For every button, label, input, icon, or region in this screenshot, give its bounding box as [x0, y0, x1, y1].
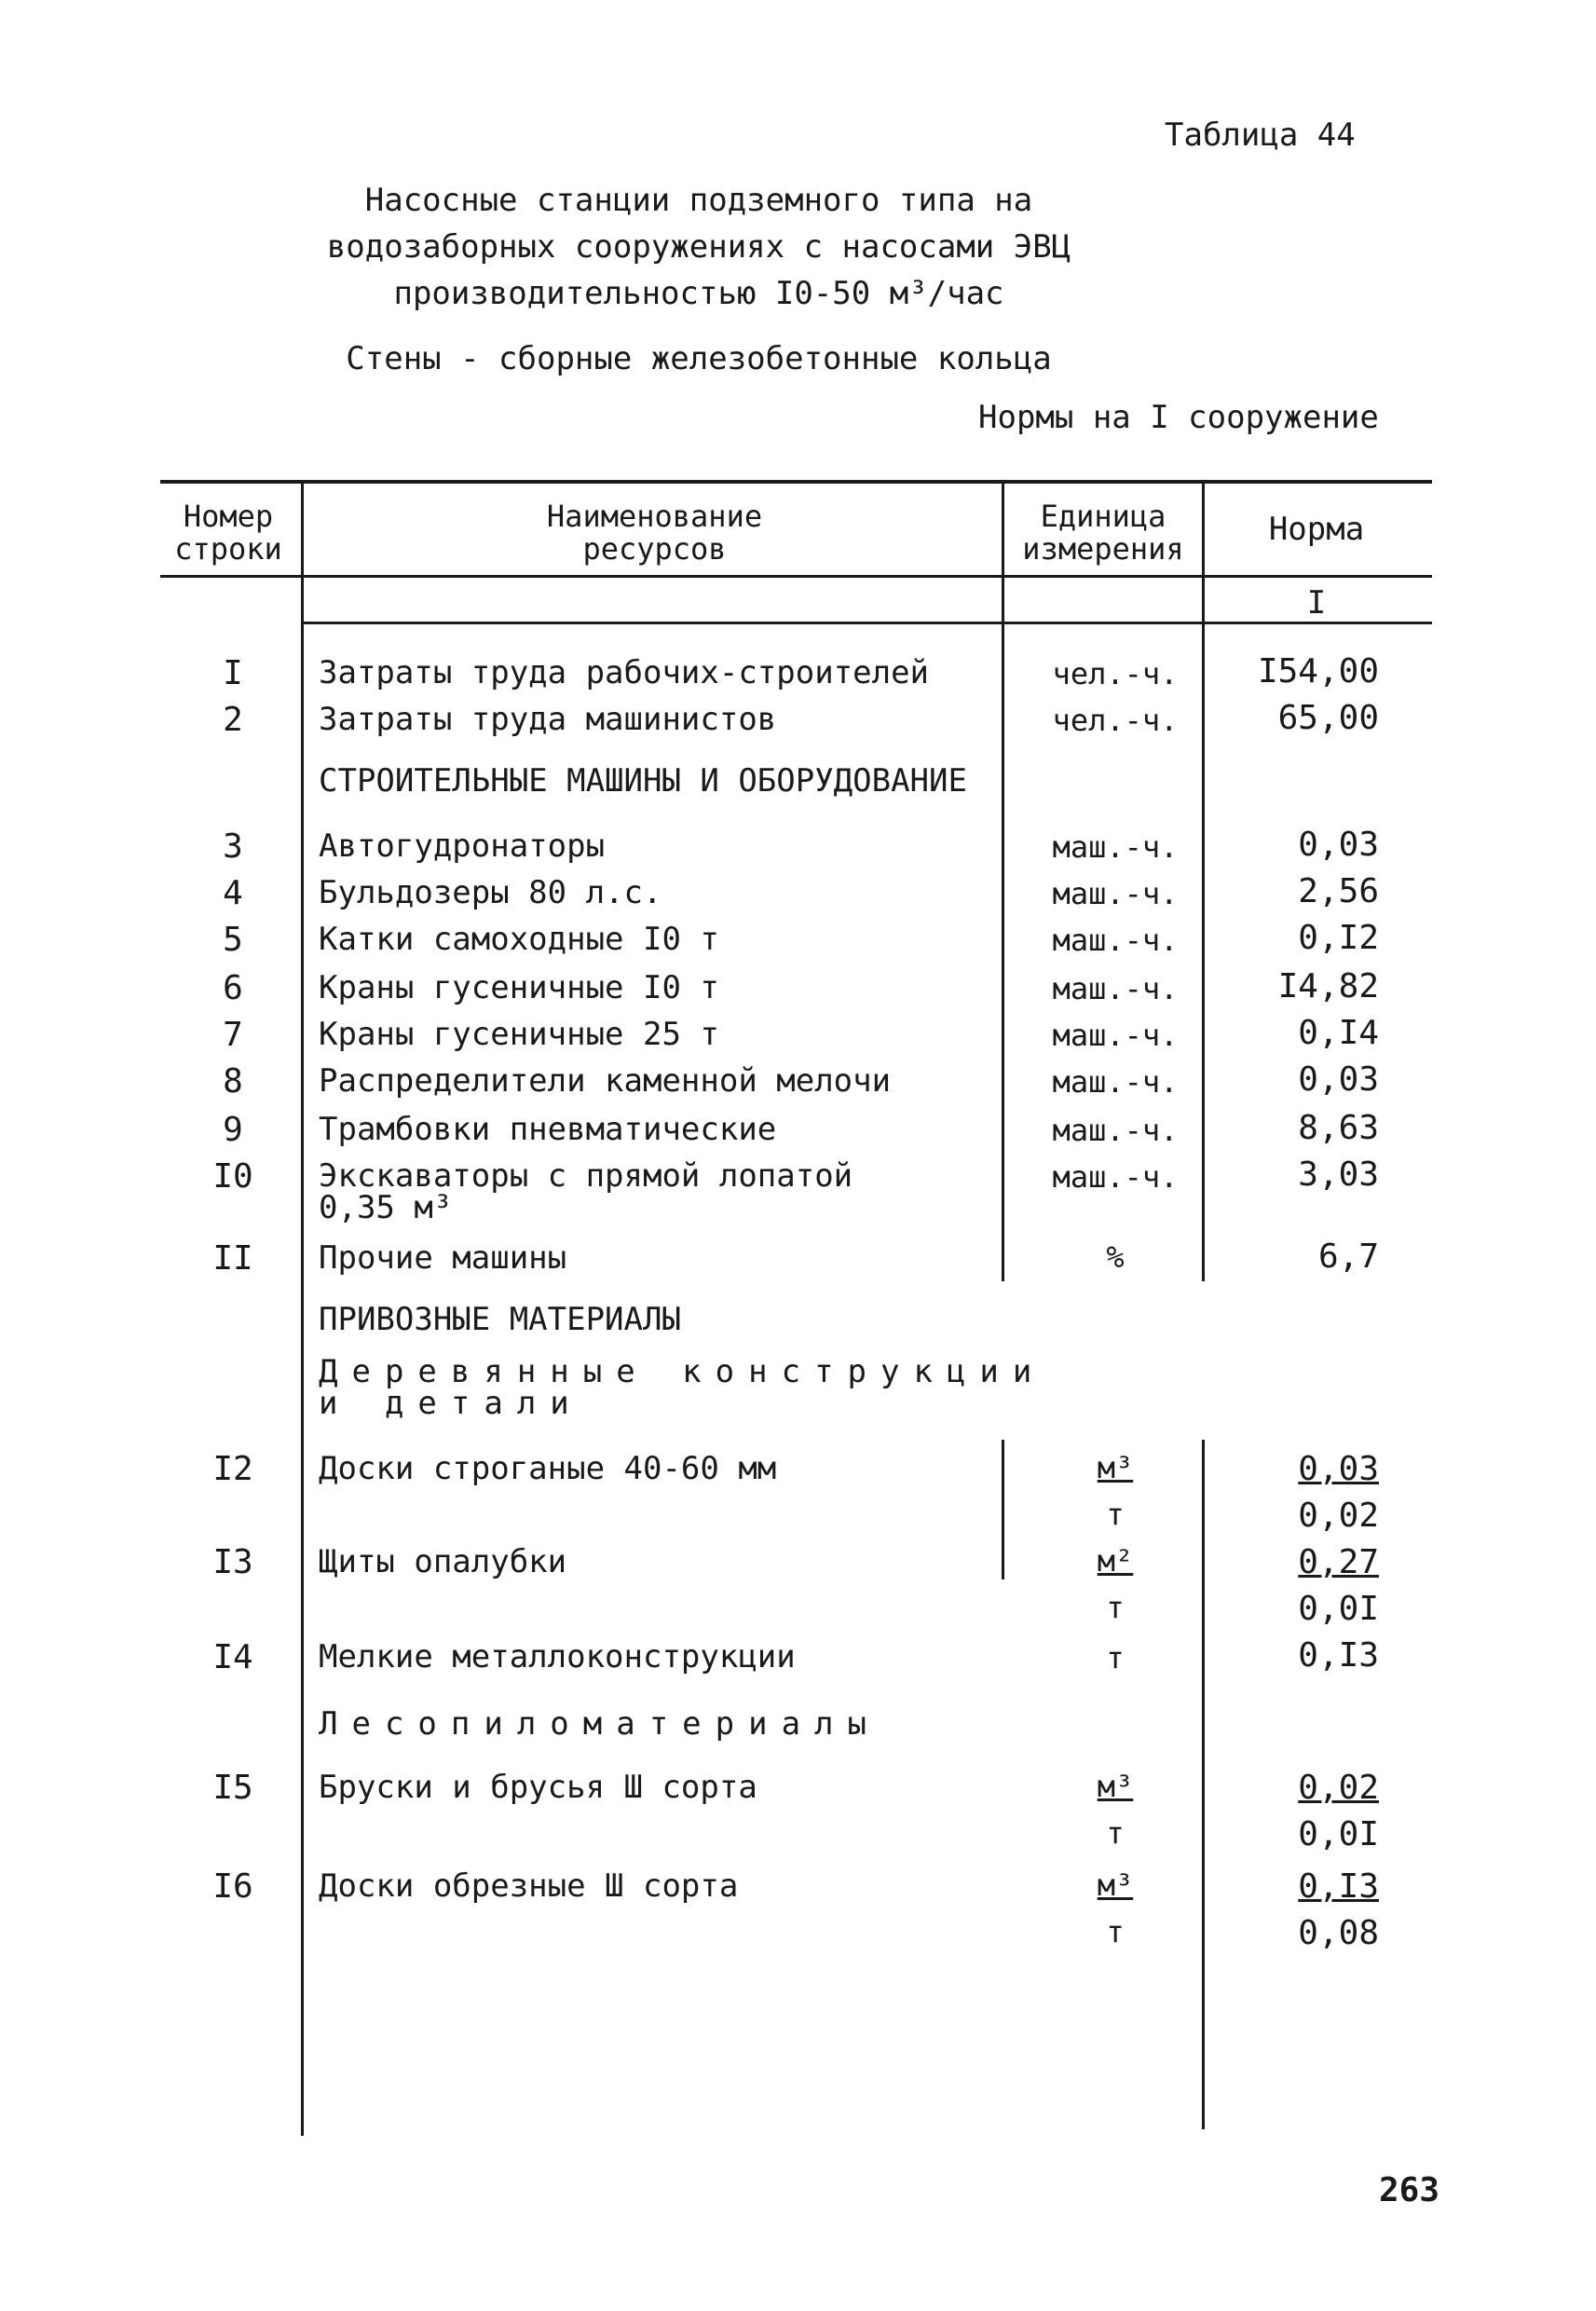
- row-norm: 0,03: [1298, 1450, 1379, 1488]
- header-number-line1: Номер: [183, 499, 274, 534]
- subsection-lumber: Лесопиломатериалы: [319, 1705, 880, 1743]
- row-norm-alt: 0,0I: [1298, 1590, 1379, 1628]
- row-name: Бруски и брусья Ш сорта: [319, 1769, 757, 1806]
- row-unit: м³: [1097, 1450, 1134, 1485]
- row-norm: I4,82: [1277, 967, 1379, 1005]
- row-unit: маш.-ч.: [1052, 1113, 1179, 1148]
- row-unit: м³: [1097, 1769, 1134, 1804]
- header-unit-line2: измерения: [1022, 531, 1184, 567]
- row-unit-alt: т: [1106, 1914, 1125, 1949]
- row-norm: 0,I3: [1298, 1867, 1379, 1906]
- row-norm: 0,03: [1298, 826, 1379, 864]
- row-norm: 0,03: [1298, 1060, 1379, 1099]
- row-name: Экскаваторы с прямой лопатой: [319, 1157, 853, 1195]
- title-line-2: водозаборных сооружениях с насосами ЭВЦ: [326, 228, 1071, 266]
- row-norm: 0,02: [1298, 1769, 1379, 1807]
- divider-name-unit-top: [1002, 482, 1004, 1281]
- row-unit: т: [1106, 1640, 1125, 1675]
- table-label: Таблица 44: [1165, 116, 1356, 154]
- row-name: Катки самоходные I0 т: [319, 921, 719, 958]
- row-name-continuation: 0,35 м³: [319, 1189, 453, 1226]
- row-number: 4: [223, 874, 243, 912]
- subtitle: Стены - сборные железобетонные кольца: [346, 340, 1052, 377]
- row-number: I6: [212, 1867, 253, 1906]
- header-number-line2: строки: [174, 531, 282, 567]
- header-name-line2: ресурсов: [582, 531, 727, 567]
- row-unit: чел.-ч.: [1052, 656, 1179, 691]
- row-unit-alt: т: [1106, 1497, 1125, 1532]
- row-unit: маш.-ч.: [1052, 1064, 1179, 1100]
- row-name: Бульдозеры 80 л.с.: [319, 874, 662, 911]
- row-number: 5: [223, 921, 243, 959]
- divider-name-unit-bottom: [1002, 1440, 1004, 1579]
- row-name: Распределители каменной мелочи: [319, 1062, 892, 1100]
- title-line-3: производительностью I0-50 м³/час: [393, 275, 1004, 312]
- row-norm-alt: 0,0I: [1298, 1815, 1379, 1853]
- table-top-rule: [160, 480, 1432, 484]
- row-unit-alt: т: [1106, 1815, 1125, 1851]
- row-norm: 65,00: [1277, 699, 1379, 737]
- row-unit-alt: т: [1106, 1590, 1125, 1625]
- section-materials: ПРИВОЗНЫЕ МАТЕРИАЛЫ: [319, 1301, 681, 1338]
- section-machines: СТРОИТЕЛЬНЫЕ МАШИНЫ И ОБОРУДОВАНИЕ: [319, 762, 967, 800]
- row-number: I: [223, 654, 243, 692]
- row-number: I5: [212, 1769, 253, 1807]
- header-bottom-rule: [160, 575, 1432, 578]
- row-number: 9: [223, 1111, 243, 1149]
- row-norm: 0,I2: [1298, 919, 1379, 957]
- row-number: II: [212, 1239, 253, 1278]
- row-unit: м²: [1097, 1543, 1134, 1579]
- page-number: 263: [1379, 2171, 1440, 2209]
- header-name-line1: Наименование: [546, 499, 763, 534]
- row-name: Доски строганые 40-60 мм: [319, 1450, 777, 1487]
- row-unit: маш.-ч.: [1052, 923, 1179, 958]
- row-number: I4: [212, 1638, 253, 1676]
- row-number: 2: [223, 701, 243, 739]
- header-unit-line1: Единица: [1040, 499, 1166, 534]
- row-unit: чел.-ч.: [1052, 703, 1179, 738]
- row-name: Трамбовки пневматические: [319, 1111, 777, 1148]
- row-norm: 2,56: [1298, 872, 1379, 910]
- row-unit: маш.-ч.: [1052, 1159, 1179, 1195]
- row-name: Щиты опалубки: [319, 1543, 567, 1580]
- row-name: Затраты труда машинистов: [319, 701, 777, 738]
- index-row-bottom-rule: [303, 622, 1432, 624]
- header-col-index: I: [1306, 584, 1327, 622]
- row-name: Краны гусеничные 25 т: [319, 1016, 719, 1053]
- row-norm: 0,I3: [1298, 1636, 1379, 1675]
- row-unit: маш.-ч.: [1052, 829, 1179, 865]
- row-number: 7: [223, 1016, 243, 1054]
- row-number: I2: [212, 1450, 253, 1488]
- row-norm: 6,7: [1317, 1238, 1379, 1276]
- row-name: Затраты труда рабочих-строителей: [319, 654, 930, 691]
- row-norm: I54,00: [1257, 652, 1379, 691]
- row-norm: 0,27: [1298, 1543, 1379, 1581]
- row-norm-alt: 0,08: [1298, 1914, 1379, 1952]
- row-unit: маш.-ч.: [1052, 1018, 1179, 1053]
- subsection-wood-line1: Деревянные конструкции: [319, 1353, 1046, 1390]
- row-number: 6: [223, 969, 243, 1007]
- subsection-wood-line2: и детали: [319, 1385, 583, 1422]
- row-number: I0: [212, 1157, 253, 1196]
- header-norm: Норма: [1268, 511, 1365, 548]
- row-name: Автогудронаторы: [319, 827, 606, 865]
- row-name: Мелкие металлоконструкции: [319, 1638, 796, 1675]
- norms-note: Нормы на I сооружение: [978, 399, 1379, 436]
- row-norm: 8,63: [1298, 1109, 1379, 1147]
- row-unit: маш.-ч.: [1052, 876, 1179, 911]
- row-norm: 3,03: [1298, 1156, 1379, 1194]
- row-number: 3: [223, 827, 243, 866]
- row-unit: м³: [1097, 1867, 1134, 1903]
- row-norm: 0,I4: [1298, 1014, 1379, 1052]
- row-unit: маш.-ч.: [1052, 971, 1179, 1006]
- row-unit: %: [1106, 1239, 1125, 1275]
- row-name: Прочие машины: [319, 1239, 567, 1277]
- row-norm-alt: 0,02: [1298, 1497, 1379, 1535]
- row-number: 8: [223, 1062, 243, 1101]
- title-line-1: Насосные станции подземного типа на: [364, 182, 1033, 219]
- row-name: Доски обрезные Ш сорта: [319, 1867, 739, 1905]
- row-number: I3: [212, 1543, 253, 1581]
- row-name: Краны гусеничные I0 т: [319, 969, 719, 1006]
